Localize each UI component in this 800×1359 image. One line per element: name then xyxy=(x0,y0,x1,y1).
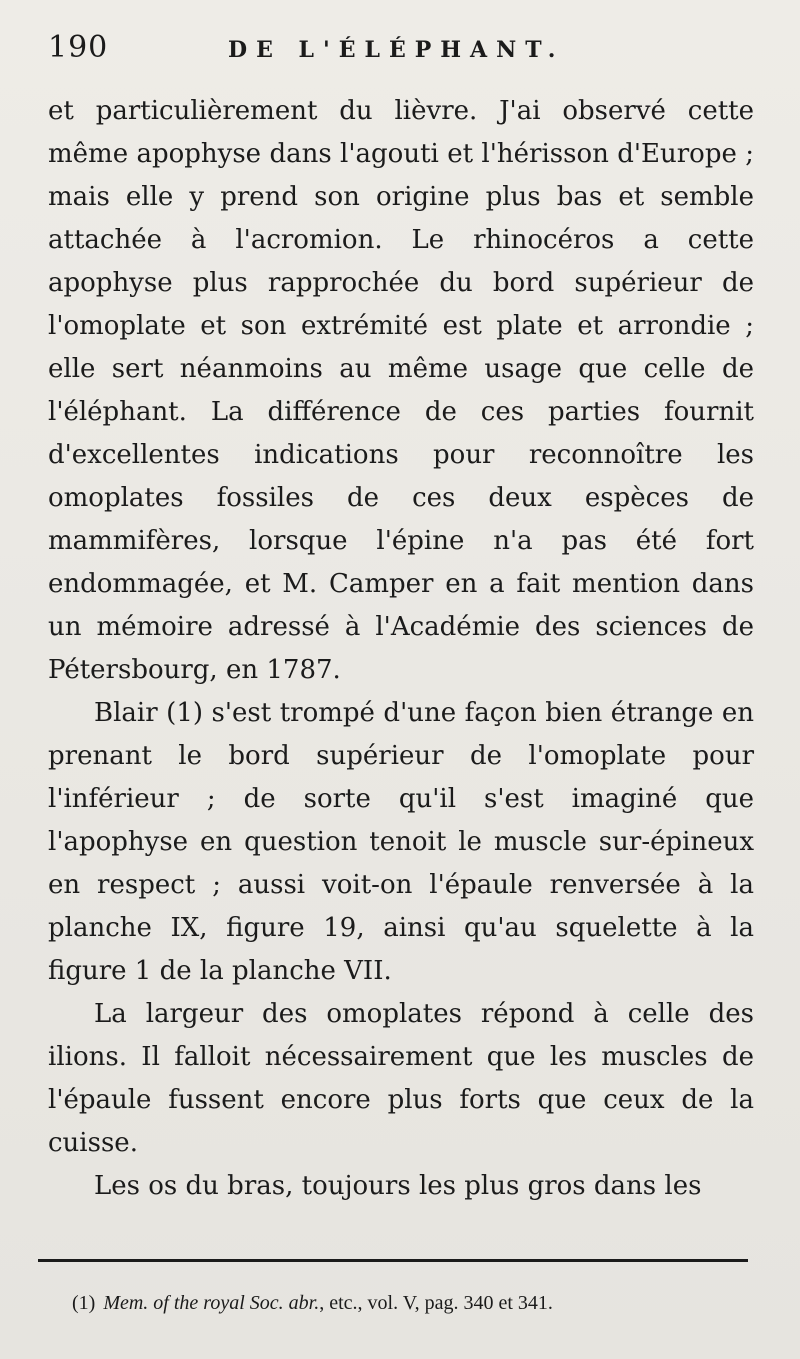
footnote-rule xyxy=(38,1259,748,1262)
footnote-title: Mem. of the royal Soc. abr. xyxy=(103,1292,320,1314)
body-text xyxy=(48,90,754,1208)
footnote-rest: , etc., vol. V, pag. 340 et 341. xyxy=(319,1292,553,1314)
page-header xyxy=(48,30,754,90)
footnote xyxy=(72,1292,748,1315)
paragraph-bras: Les os du bras, toujours les plus gros dans les xyxy=(94,1171,702,1201)
paragraph-largeur: La largeur des omoplates répond à celle des ilions. Il falloit nécessairement que les muscles de l'épaule fussent encore plus forts que ceux de la cuisse. xyxy=(48,999,754,1158)
paragraph-continuation: et particulièrement du lièvre. J'ai observé cette même apophyse dans l'agouti et l'hérisson d'Europe ; mais elle y prend son origine plus bas et semble attachée à l'acromion. Le rhinocéros a cette apophyse plus rapprochée du bord supérieur de l'omoplate et son extrémité est plate et arrondie ; elle sert néanmoins au même usage que celle de l'éléphant. La différence de ces parties fournit d'excellentes indications pour reconnoître les omoplates fossiles de ces deux espèces de mammifères, lorsque l'épine n'a pas été fort endommagée, et M. Camper en a fait mention dans un mémoire adressé à l'Académie des sciences de Pétersbourg, en 1787. xyxy=(48,96,754,685)
page-number: 190 xyxy=(48,30,109,65)
running-head: DE L'ÉLÉPHANT. xyxy=(228,37,565,63)
footnote-mark: (1) xyxy=(72,1292,96,1314)
paragraph-blair: Blair (1) s'est trompé d'une façon bien étrange en prenant le bord supérieur de l'omoplate pour l'inférieur ; de sorte qu'il s'est imaginé que l'apophyse en question tenoit le muscle sur-épineux en respect ; aussi voit-on l'épaule renversée à la planche IX, figure 19, ainsi qu'au squelette à la figure 1 de la planche VII. xyxy=(48,698,754,986)
